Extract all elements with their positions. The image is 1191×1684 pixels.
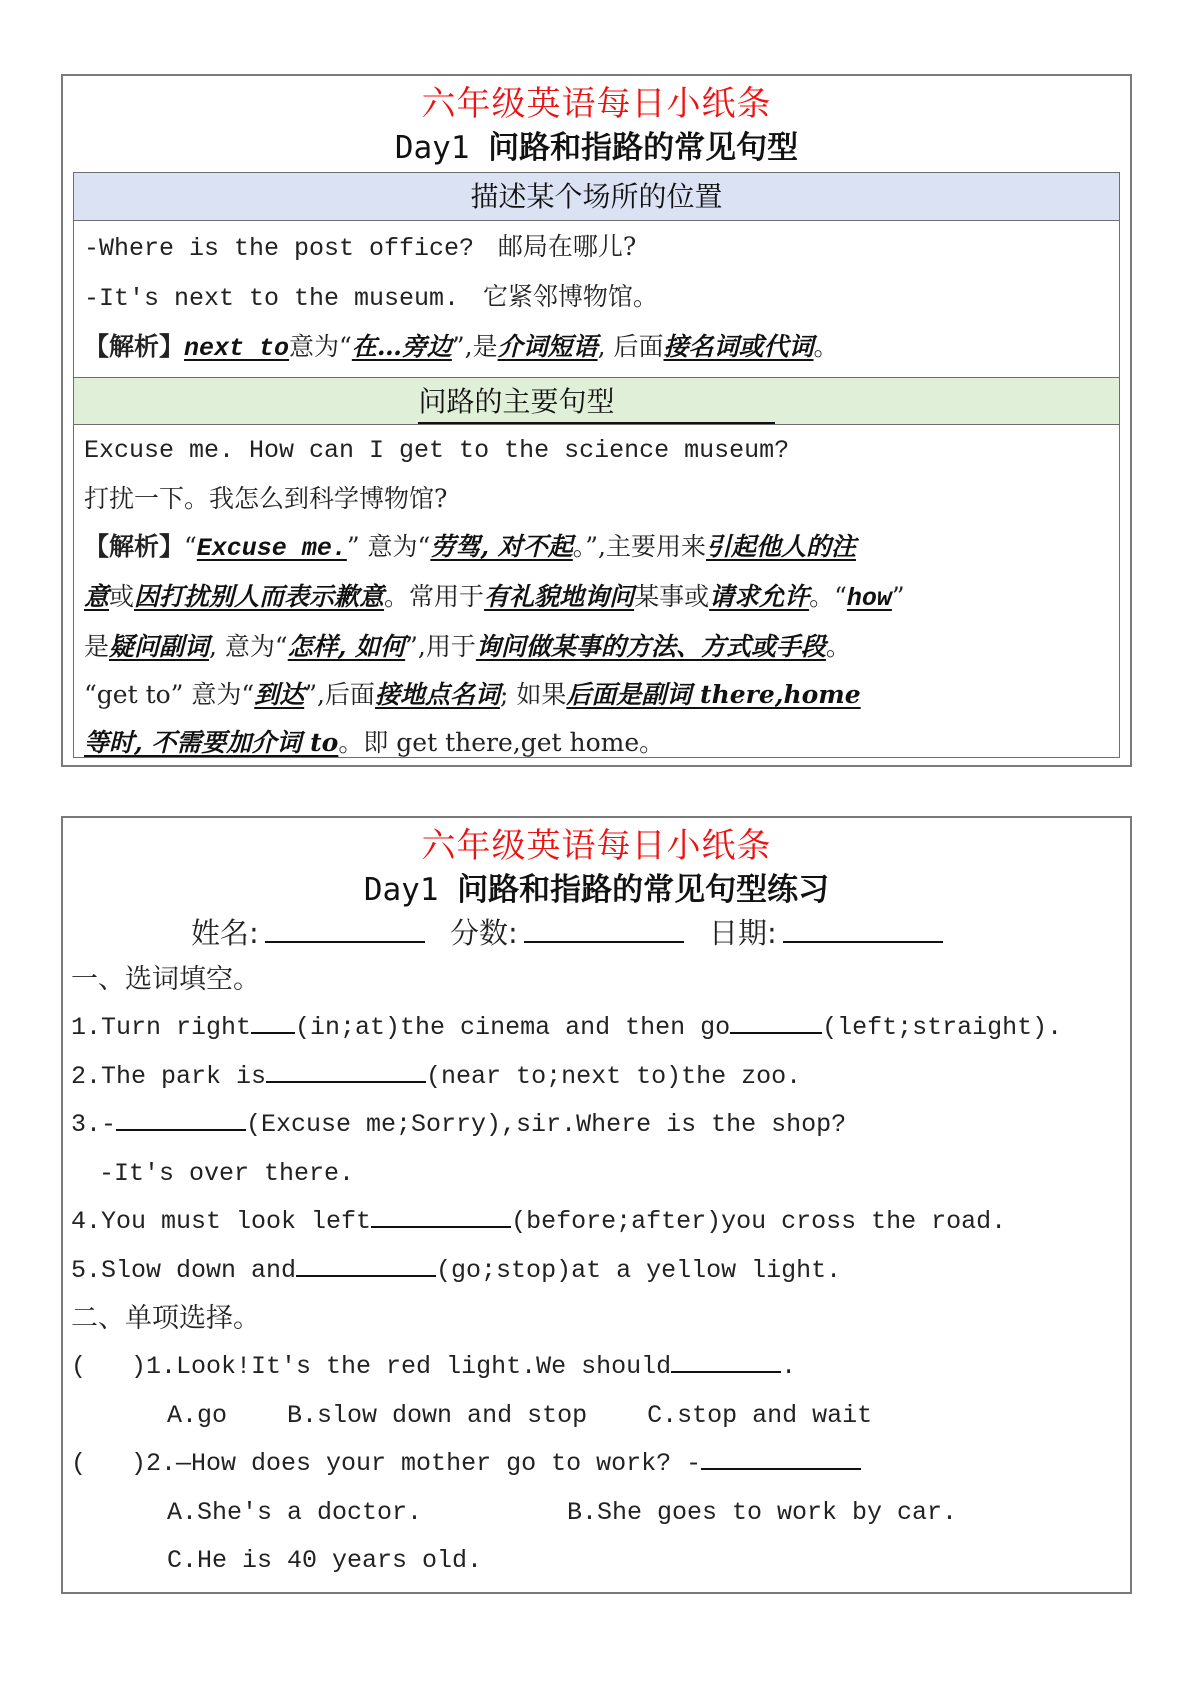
text: 。 — [813, 332, 839, 361]
key-phrase: 疑问副词 — [109, 632, 210, 661]
option-c: C.stop and wait — [647, 1400, 873, 1430]
english-sentence: -It's next to the museum. — [84, 284, 460, 313]
key-phrase: 有礼貌地询问 — [484, 582, 635, 611]
text: 。即 get there,get home。 — [338, 728, 665, 757]
name-label: 姓名: — [191, 916, 259, 950]
question-text: (go;stop)at a yellow light. — [436, 1255, 842, 1285]
option-c: C.He is 40 years old. — [167, 1546, 483, 1575]
part1-heading: 一、选词填空。 — [71, 964, 260, 995]
question-3 — [63, 1101, 1130, 1150]
analysis-label: 【解析】 — [84, 532, 185, 561]
analysis-line — [84, 671, 1109, 719]
english-sentence: Excuse me. How can I get to the science museum? — [84, 436, 790, 465]
date-field[interactable] — [783, 917, 943, 943]
chinese-translation: 打扰一下。我怎么到科学博物馆? — [84, 484, 448, 513]
student-info-row — [63, 910, 1130, 956]
option-a: A.She's a doctor. — [167, 1497, 423, 1527]
question-text: . — [781, 1352, 797, 1381]
question-text: (in;at)the cinema and then go — [295, 1013, 731, 1042]
choice-options-2-cont — [63, 1537, 1130, 1586]
chinese-translation: 邮局在哪儿? — [497, 232, 637, 261]
score-field[interactable] — [524, 917, 684, 943]
example-line — [84, 223, 1109, 273]
study-card — [61, 74, 1132, 767]
text: “ — [184, 532, 197, 561]
question-text: -It's over there. — [99, 1158, 355, 1188]
content-table — [73, 172, 1120, 758]
question-text: (near to;next to)the zoo. — [426, 1061, 802, 1091]
text: 或 — [109, 582, 135, 611]
text: 某事或 — [634, 582, 710, 611]
text: ” 意为“ — [346, 532, 431, 561]
example-line — [84, 273, 1109, 323]
text: 。常用于 — [384, 582, 485, 611]
date-label: 日期: — [709, 916, 777, 950]
key-phrase: 因打扰别人而表示歉意 — [134, 582, 385, 611]
answer-blank[interactable] — [701, 1446, 861, 1470]
key-phrase: 介词短语 — [497, 332, 598, 361]
section-title: 问路的主要句型 — [418, 382, 774, 424]
answer-blank[interactable] — [266, 1059, 426, 1083]
option-b: B.slow down and stop — [287, 1400, 588, 1430]
question-4 — [63, 1198, 1130, 1247]
text: “get to” 意为“ — [84, 680, 255, 709]
choice-question-2 — [63, 1440, 1130, 1489]
key-phrase: 接地点名词 — [374, 680, 500, 709]
text: ”,后面 — [304, 680, 375, 709]
card-subtitle — [63, 870, 1130, 910]
card-title-red: 六年级英语每日小纸条 — [421, 84, 772, 124]
key-phrase: 在…旁边 — [351, 332, 452, 361]
analysis-line — [84, 623, 1109, 671]
key-phrase: Excuse me. — [196, 534, 347, 563]
card-title-red: 六年级英语每日小纸条 — [421, 826, 772, 866]
card-subtitle — [63, 128, 1130, 168]
answer-blank[interactable] — [116, 1107, 246, 1131]
analysis-line — [84, 523, 1109, 573]
exercise-card — [61, 816, 1132, 1594]
key-phrase: 劳驾, 对不起 — [430, 532, 573, 561]
question-text: (left;straight). — [822, 1013, 1063, 1042]
section-body-asking — [74, 425, 1119, 771]
answer-paren[interactable]: ( ) — [71, 1352, 147, 1381]
key-phrase: 后面是副词 there,home — [566, 680, 861, 709]
text: 。“ — [809, 582, 847, 611]
section-header-location: 描述某个场所的位置 — [74, 173, 1119, 221]
answer-paren[interactable]: ( ) — [71, 1449, 147, 1478]
answer-blank[interactable] — [251, 1010, 295, 1034]
key-phrase: how — [846, 584, 892, 613]
text: , 后面 — [597, 332, 664, 361]
option-b: B.She goes to work by car. — [567, 1497, 958, 1527]
key-phrase: 接名词或代词 — [663, 332, 814, 361]
chinese-translation: 它紧邻博物馆。 — [482, 282, 658, 311]
answer-blank[interactable] — [371, 1204, 511, 1228]
topic-title: 问路和指路的常见句型练习 — [457, 872, 830, 908]
english-sentence: -Where is the post office? — [84, 234, 475, 263]
topic-title: 问路和指路的常见句型 — [488, 130, 799, 166]
score-label: 分数: — [450, 916, 518, 950]
question-text: 1.Turn right — [71, 1013, 252, 1042]
text: 。”,主要用来 — [572, 532, 706, 561]
analysis-line — [84, 573, 1109, 623]
text: 。 — [825, 632, 851, 661]
question-1 — [63, 1004, 1130, 1053]
question-2 — [63, 1053, 1130, 1102]
question-text: 2.The park is — [71, 1061, 267, 1091]
key-phrase: 请求允许 — [709, 582, 810, 611]
text: ”,是 — [451, 332, 498, 361]
day-label: Day1 — [394, 130, 470, 166]
key-phrase: 询问做某事的方法、方式或手段 — [475, 632, 826, 661]
part2-heading: 二、单项选择。 — [71, 1303, 260, 1334]
text: , 意为“ — [209, 632, 288, 661]
key-phrase: 等时, 不需要加介词 to — [84, 728, 339, 757]
key-phrase: 怎样, 如何 — [287, 632, 406, 661]
text: ; 如果 — [499, 680, 567, 709]
question-text: (Excuse me;Sorry),sir.Where is the shop? — [246, 1110, 847, 1139]
text: ”,用于 — [405, 632, 476, 661]
key-phrase: 到达 — [254, 680, 305, 709]
day-label: Day1 — [363, 872, 439, 908]
question-text: 5.Slow down and — [71, 1255, 297, 1285]
question-text: 4.You must look left — [71, 1207, 372, 1236]
key-phrase: 意 — [84, 582, 110, 611]
choice-question-1 — [63, 1343, 1130, 1392]
analysis-label: 【解析】 — [84, 332, 185, 361]
name-field[interactable] — [265, 917, 425, 943]
answer-blank[interactable] — [671, 1349, 781, 1373]
question-text: (before;after)you cross the road. — [511, 1207, 1007, 1236]
question-text: 2.—How does your mother go to work? - — [146, 1449, 702, 1478]
key-phrase: next to — [184, 334, 290, 363]
key-phrase: 引起他人的注 — [706, 532, 857, 561]
answer-blank[interactable] — [296, 1253, 436, 1277]
text: 意为“ — [289, 332, 352, 361]
answer-blank[interactable] — [730, 1010, 822, 1034]
analysis-line — [84, 719, 1109, 767]
section-body-location — [74, 221, 1119, 377]
section-header-asking — [74, 377, 1119, 425]
question-3-reply — [63, 1150, 1130, 1199]
question-text: 1.Look!It's the red light.We should — [146, 1352, 672, 1381]
question-text: 3.- — [71, 1110, 117, 1139]
choice-options-1 — [63, 1392, 1130, 1441]
analysis-line — [84, 323, 1109, 373]
choice-options-2 — [63, 1489, 1130, 1538]
text: 是 — [84, 632, 110, 661]
option-a: A.go — [167, 1400, 228, 1430]
text: ” — [891, 582, 905, 611]
question-5 — [63, 1247, 1130, 1296]
